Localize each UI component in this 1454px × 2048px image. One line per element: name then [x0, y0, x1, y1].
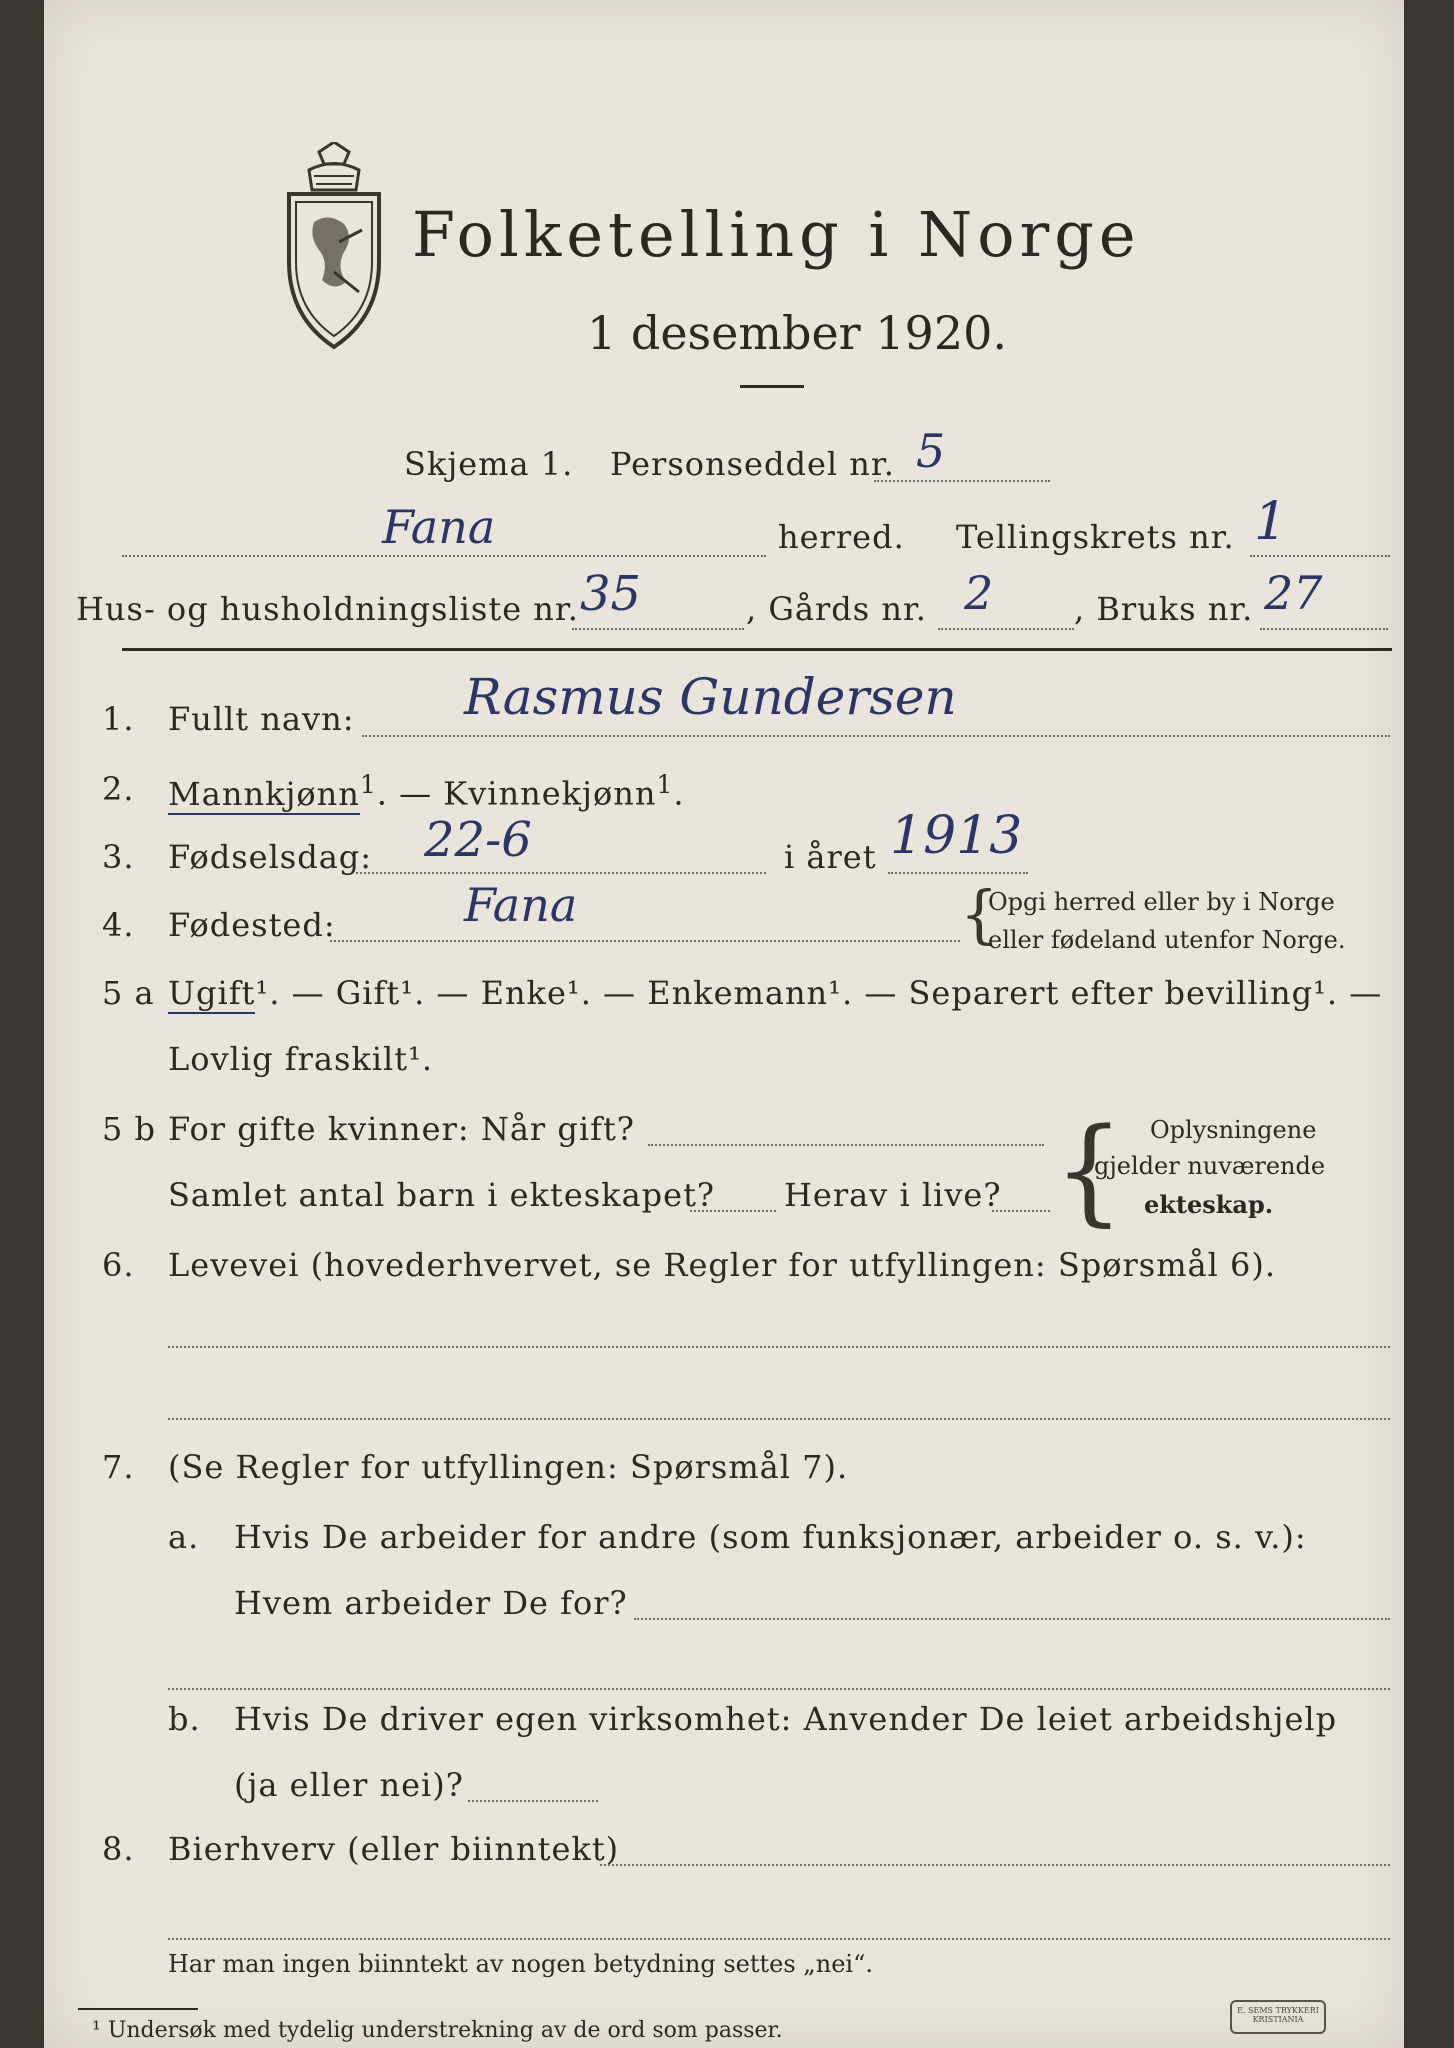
- tellingskrets-label: Tellingskrets nr.: [956, 518, 1235, 556]
- q7a-letter: a.: [168, 1518, 200, 1556]
- q5b-alive-label: Herav i live?: [784, 1176, 1002, 1214]
- q7b-letter: b.: [168, 1700, 201, 1738]
- coat-of-arms-icon: [274, 142, 394, 352]
- footnote: ¹ Undersøk med tydelig understrekning av de ord som passer.: [92, 2018, 783, 2043]
- tellingskrets-field[interactable]: [1250, 555, 1390, 557]
- birth-year-value: 1913: [890, 806, 1023, 866]
- q7b-line2: (ja eller nei)?: [234, 1766, 464, 1804]
- bruks-field[interactable]: [1260, 628, 1388, 630]
- footer-note: Har man ingen biinntekt av nogen betydning settes „nei“.: [168, 1950, 873, 1978]
- birthday-value: 22-6: [424, 812, 532, 868]
- q4-note-line2: eller fødeland utenfor Norge.: [988, 926, 1346, 954]
- bruks-label: , Bruks nr.: [1074, 590, 1254, 628]
- q5b-note-line3: ekteskap.: [1144, 1190, 1274, 1219]
- birthday-field[interactable]: [356, 872, 766, 874]
- q5b-children-label: Samlet antal barn i ekteskapet?: [168, 1176, 716, 1214]
- q2-male-option[interactable]: Mannkjønn: [168, 774, 360, 813]
- herred-label: herred.: [778, 518, 905, 556]
- q4-label: Fødested:: [168, 906, 336, 944]
- q5b-note-line2: gjelder nuværende: [1094, 1152, 1326, 1180]
- census-date: 1 desember 1920.: [587, 306, 1007, 360]
- q4-brace: {: [960, 878, 999, 952]
- husliste-field[interactable]: [572, 628, 744, 630]
- census-form: [44, 0, 1404, 2048]
- q2-number: 2.: [102, 770, 135, 808]
- side-income-field-line2[interactable]: [168, 1938, 1390, 1940]
- occupation-field-line2[interactable]: [168, 1418, 1390, 1420]
- q3-label: Fødselsdag:: [168, 838, 373, 876]
- q7b-line1: Hvis De driver egen virksomhet: Anvender De leiet arbeidshjelp: [234, 1700, 1338, 1738]
- side-income-field[interactable]: [600, 1864, 1390, 1866]
- gards-field[interactable]: [938, 628, 1074, 630]
- q7a-line2: Hvem arbeider De for?: [234, 1584, 628, 1622]
- hired-help-field[interactable]: [468, 1800, 598, 1802]
- herred-field[interactable]: [122, 555, 766, 557]
- q5b-number: 5 b: [102, 1110, 157, 1148]
- q5b-line1: For gifte kvinner: Når gift?: [168, 1110, 635, 1148]
- children-alive-field[interactable]: [992, 1210, 1050, 1212]
- q5b-note-line1: Oplysningene: [1150, 1116, 1317, 1144]
- q4-number: 4.: [102, 906, 135, 944]
- children-count-field[interactable]: [690, 1210, 776, 1212]
- gards-value: 2: [964, 566, 994, 620]
- employer-field-line2[interactable]: [168, 1688, 1390, 1690]
- q6-label: Levevei (hovederhvervet, se Regler for utfyllingen: Spørsmål 6).: [168, 1246, 1277, 1284]
- q1-label: Fullt navn:: [168, 700, 355, 738]
- herred-value: Fana: [382, 500, 496, 554]
- q7a-line1: Hvis De arbeider for andre (som funksjonær, arbeider o. s. v.):: [234, 1518, 1307, 1556]
- occupation-field-line1[interactable]: [168, 1346, 1390, 1348]
- gards-label: , Gårds nr.: [746, 590, 927, 628]
- q4-note-line1: Opgi herred eller by i Norge: [988, 888, 1335, 916]
- full-name-value: Rasmus Gundersen: [464, 668, 957, 726]
- birthplace-value: Fana: [464, 878, 578, 932]
- title-divider: [740, 385, 804, 388]
- tellingskrets-value: 1: [1254, 492, 1288, 552]
- birthplace-field[interactable]: [330, 940, 960, 942]
- husliste-value: 35: [580, 566, 642, 622]
- header-rule: [122, 648, 1392, 651]
- q5a-options: Ugift¹. — Gift¹. — Enke¹. — Enkemann¹. — Separert efter bevilling¹. —: [168, 974, 1383, 1012]
- q8-label: Bierhverv (eller biinntekt): [168, 1830, 620, 1868]
- employer-field[interactable]: [634, 1618, 1390, 1620]
- footnote-rule: [78, 2008, 198, 2010]
- q2-options: Mannkjønn$^1$. — Kvinnekjønn$^1$.: [168, 770, 685, 813]
- skjema-label: Skjema 1.: [404, 445, 574, 483]
- form-title: Folketelling i Norge: [412, 198, 1141, 271]
- q6-number: 6.: [102, 1246, 135, 1284]
- full-name-field[interactable]: [362, 735, 1390, 737]
- printer-stamp: E. SEMS TRYKKERI KRISTIANIA: [1230, 2000, 1326, 2034]
- personseddel-field[interactable]: [874, 480, 1050, 482]
- q1-number: 1.: [102, 700, 135, 738]
- birth-year-field[interactable]: [888, 872, 1028, 874]
- q7-number: 7.: [102, 1448, 135, 1486]
- q8-number: 8.: [102, 1830, 135, 1868]
- q3-number: 3.: [102, 838, 135, 876]
- personseddel-label: Personseddel nr.: [610, 445, 895, 483]
- q5a-ugift-option[interactable]: Ugift: [168, 974, 256, 1012]
- q5a-number: 5 a: [102, 974, 155, 1012]
- q5b-brace: {: [1054, 1102, 1124, 1238]
- personseddel-value: 5: [916, 424, 946, 478]
- married-when-field[interactable]: [648, 1144, 1044, 1146]
- q5a-line2[interactable]: Lovlig fraskilt¹.: [168, 1040, 434, 1078]
- year-label: i året: [784, 838, 877, 876]
- q7-label: (Se Regler for utfyllingen: Spørsmål 7).: [168, 1448, 849, 1486]
- bruks-value: 27: [1264, 566, 1323, 620]
- husliste-label: Hus- og husholdningsliste nr.: [76, 590, 579, 628]
